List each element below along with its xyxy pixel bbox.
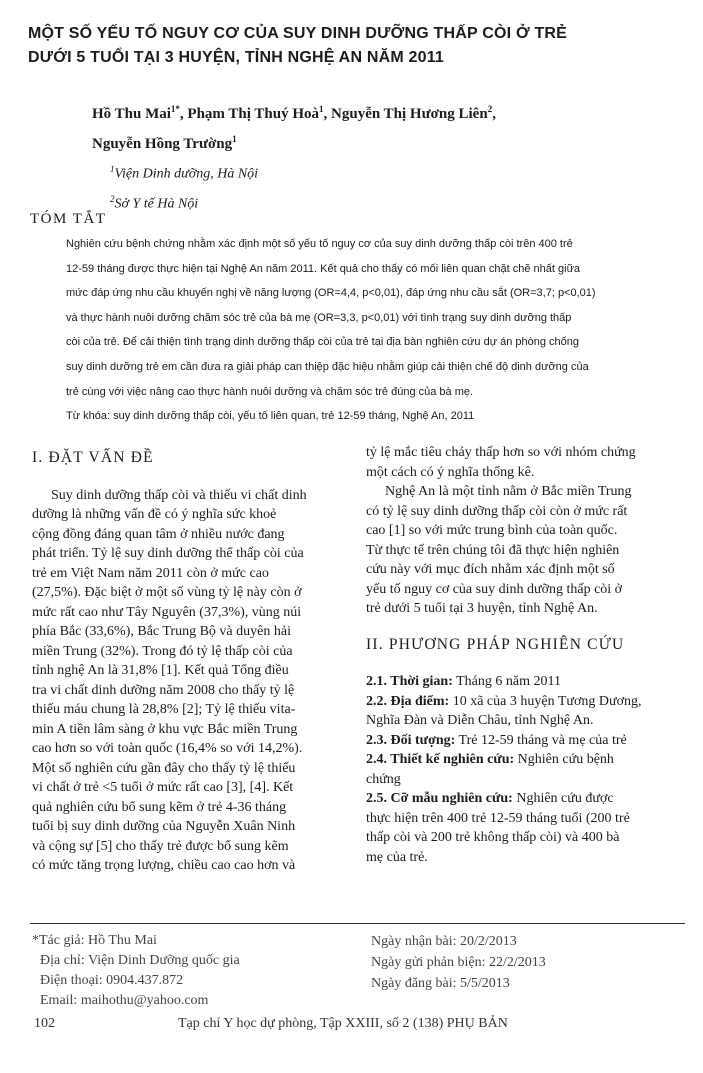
body-line: cứu này với mục đích nhằm xác định một số (366, 562, 615, 577)
body-line: yếu tố nguy cơ của suy dinh dưỡng thấp còi ở (366, 581, 623, 597)
body-line: tỷ lệ mắc tiêu chảy thấp hơn so với nhóm chứng (366, 445, 636, 460)
body-line: cao hơn so với toàn quốc (16,4% so với 14,2%). (32, 741, 303, 756)
author-ho-thu-mai: Hồ Thu Mai (92, 106, 171, 122)
abstract-line: và thực hành nuôi dưỡng chăm sóc trẻ của bà mẹ (OR=3,3, p<0,01) với tình trạng suy dinh dưỡng thấp (66, 311, 572, 324)
author-separator: , (492, 106, 496, 122)
keywords-label: Từ khóa: (66, 410, 111, 423)
author-sup: 1 (232, 134, 237, 144)
footnote-phone: Điện thoại: 0904.437.872 (40, 973, 184, 988)
method-text: chứng (366, 771, 401, 787)
method-item (366, 848, 686, 868)
author-sup: 1 (319, 104, 324, 114)
method-item (366, 731, 686, 751)
method-text: mẹ của trẻ. (366, 849, 428, 865)
method-text: thực hiện trên 400 trẻ 12-59 tháng tuổi (200 trẻ (366, 810, 630, 826)
method-item (366, 672, 686, 692)
body-line: Từ thực tế trên chúng tôi đã thực hiện nghiên (366, 542, 620, 558)
abstract-line: trẻ cùng với việc nâng cao thực hành nuôi dưỡng và chăm sóc trẻ đúng của bà mẹ. (66, 385, 474, 398)
author-footnote (32, 931, 240, 1011)
affiliation-1-text: Viện Dinh dưỡng, Hà Nội (114, 166, 259, 182)
body-line: cao [1] so với mức trung bình của toàn quốc. (366, 523, 618, 538)
method-label: 2.2. Địa điểm: (366, 693, 450, 709)
method-item (366, 750, 686, 770)
method-item (366, 828, 686, 848)
date-received: Ngày nhận bài: 20/2/2013 (371, 934, 517, 949)
author-nguyen-hong-truong: Nguyễn Hồng Trường (92, 136, 233, 152)
affiliation-2-text: Sở Y tế Hà Nội (114, 196, 199, 212)
author-block (92, 97, 496, 216)
method-text: Nghĩa Đàn và Diễn Châu, tỉnh Nghệ An. (366, 713, 594, 728)
abstract-line: Nghiên cứu bệnh chứng nhằm xác định một số yếu tố nguy cơ của suy dinh dưỡng thấp còi trên 400 trẻ (66, 238, 573, 250)
page-number: 102 (34, 1016, 55, 1031)
body-line: phía Bắc (33,6%), Bắc Trung Bộ và duyên hải (32, 624, 291, 639)
method-text: Nghiên cứu bệnh (514, 752, 614, 767)
method-item (366, 770, 686, 790)
article-title (28, 22, 668, 70)
keywords (66, 404, 686, 429)
author-pham-thi-thuy-hoa: , Phạm Thị Thuý Hoà (179, 106, 320, 122)
method-label: 2.1. Thời gian: (366, 674, 453, 689)
body-line: tuổi bị suy dinh dưỡng của Nguyễn Xuân Ninh (32, 819, 296, 834)
body-line: có mức tăng trọng lượng, chiều cao cao hơn và (32, 858, 296, 873)
body-line: phát triển. Tỷ lệ suy dinh dưỡng thể thấp còi của (32, 546, 304, 561)
method-label: 2.3. Đối tượng: (366, 732, 456, 748)
body-line: cộng đồng đáng quan tâm ở nhiều nước đang (32, 526, 285, 542)
body-line: có tỷ lệ suy dinh dưỡng thấp còi còn ở mức rất (366, 503, 628, 519)
author-line-1 (92, 97, 496, 127)
body-line: một cách có ý nghĩa thống kê. (366, 464, 535, 480)
method-item (366, 711, 686, 731)
body-line: miền Trung (32%). Trong đó tỷ lệ thấp còi của (32, 643, 293, 659)
body-line: quả nghiên cứu bổ sung kẽm ở trẻ 4-36 tháng (32, 799, 287, 815)
method-text: thấp còi và 200 trẻ không thấp còi) và 400 bà (366, 830, 620, 845)
affiliation-1 (92, 157, 496, 187)
method-label: 2.4. Thiết kế nghiên cứu: (366, 752, 515, 767)
method-text: 10 xã của 3 huyện Tương Dương, (449, 693, 642, 709)
right-column (366, 443, 686, 867)
body-line: vi chất ở trẻ <5 tuổi ở mức rất cao [3], [4]. Kết (32, 780, 294, 795)
author-sup: 1* (170, 104, 180, 114)
body-line: và cộng sự [5] cho thấy trẻ được bổ sung kẽm (32, 838, 289, 854)
body-line: (27,5%). Đặc biệt ở một số vùng tỷ lệ này còn ở (32, 585, 302, 600)
method-text: Tháng 6 năm 2011 (452, 674, 561, 689)
date-reviewed: Ngày gửi phản biện: 22/2/2013 (371, 955, 546, 970)
title-line-1: MỘT SỐ YẾU TỐ NGUY CƠ CỦA SUY DINH DƯỠNG THẤP CÒI Ở TRẺ (28, 25, 568, 42)
title-line-2: DƯỚI 5 TUỔI TẠI 3 HUYỆN, TỈNH NGHỆ AN NĂM 2011 (28, 49, 445, 66)
body-line: thiếu máu chung là 28,8% [2]; Tỷ lệ thiếu vita- (32, 702, 296, 717)
abstract-line: suy dinh dưỡng trẻ em cần đưa ra giải pháp can thiệp đặc hiệu nhằm giúp cải thiện chế độ dinh dưỡng của (66, 360, 589, 373)
abstract-line: mức đáp ứng nhu cầu khuyến nghị về năng lượng (OR=4,4, p<0,01), đáp ứng nhu cầu sắt (OR=3,7; p<0,01) (66, 287, 596, 300)
footnote-divider (30, 923, 685, 924)
body-line: mức rất cao như Tây Nguyên (37,3%), vùng núi (32, 604, 302, 620)
author-line-2 (92, 127, 496, 157)
method-label: 2.5. Cỡ mẫu nghiên cứu: (366, 791, 513, 806)
method-text: Nghiên cứu được (512, 791, 614, 806)
section-heading-introduction: I. ĐẶT VẤN ĐỀ (32, 449, 154, 466)
author-sup: 2 (487, 104, 493, 114)
affiliation-2 (92, 187, 496, 217)
abstract-line: 12-59 tháng được thực hiện tại Nghệ An năm 2011. Kết quả cho thấy có mối liên quan chặt chẽ nhất giữa (66, 262, 581, 275)
footnote-author: *Tác giả: Hồ Thu Mai (32, 933, 157, 948)
body-line: Nghệ An là một tỉnh nằm ở Bắc miền Trung (385, 484, 632, 499)
author-nguyen-thi-huong-lien: , Nguyễn Thị Hương Liên (323, 106, 488, 122)
method-item (366, 692, 686, 712)
article-dates (371, 931, 546, 994)
abstract-heading: TÓM TẮT (30, 211, 107, 227)
affiliation-sup: 1 (110, 164, 115, 174)
method-item (366, 809, 686, 829)
left-column (32, 448, 350, 876)
affiliation-sup: 2 (110, 193, 115, 204)
keywords-text: suy dinh dưỡng thấp còi, yếu tố liên quan, trẻ 12-59 tháng, Nghệ An, 2011 (110, 410, 475, 423)
method-text: Trẻ 12-59 tháng và mẹ của trẻ (455, 732, 627, 748)
body-line: Suy dinh dưỡng thấp còi và thiếu vi chất dinh (51, 487, 307, 503)
abstract-body (66, 232, 686, 429)
journal-citation: Tạp chí Y học dự phòng, Tập XXIII, số 2 (138) PHỤ BẢN (178, 1016, 508, 1031)
footnote-address: Địa chỉ: Viện Dinh Dưỡng quốc gia (40, 953, 240, 968)
body-line: trẻ em Việt Nam năm 2011 còn ở mức cao (32, 565, 269, 581)
method-item (366, 789, 686, 809)
date-published: Ngày đăng bài: 5/5/2013 (371, 976, 510, 991)
abstract-line: còi của trẻ. Để cải thiện tình trạng dinh dưỡng thấp còi của trẻ tại địa bàn nghiên cứu dự án phòng chống (66, 336, 580, 349)
body-line: min A tiền lâm sàng ở khu vực Bắc miền Trung (32, 721, 298, 737)
section-heading-methods: II. PHƯƠNG PHÁP NGHIÊN CỨU (366, 635, 625, 653)
body-line: tra vi chất dinh dưỡng năm 2008 cho thấy tỷ lệ (32, 682, 295, 698)
body-line: trẻ dưới 5 tuổi tại 3 huyện, tỉnh Nghệ An. (366, 601, 598, 616)
body-line: tỉnh nghệ An là 31,8% [1]. Kết quả Tổng điều (32, 663, 289, 678)
body-line: Một số nghiên cứu gần đây cho thấy tỷ lệ thiếu (32, 760, 296, 776)
body-line: dưỡng là những vấn đề có ý nghĩa sức khoẻ (32, 507, 277, 522)
footnote-email[interactable]: Email: maihothu@yahoo.com (40, 993, 209, 1008)
